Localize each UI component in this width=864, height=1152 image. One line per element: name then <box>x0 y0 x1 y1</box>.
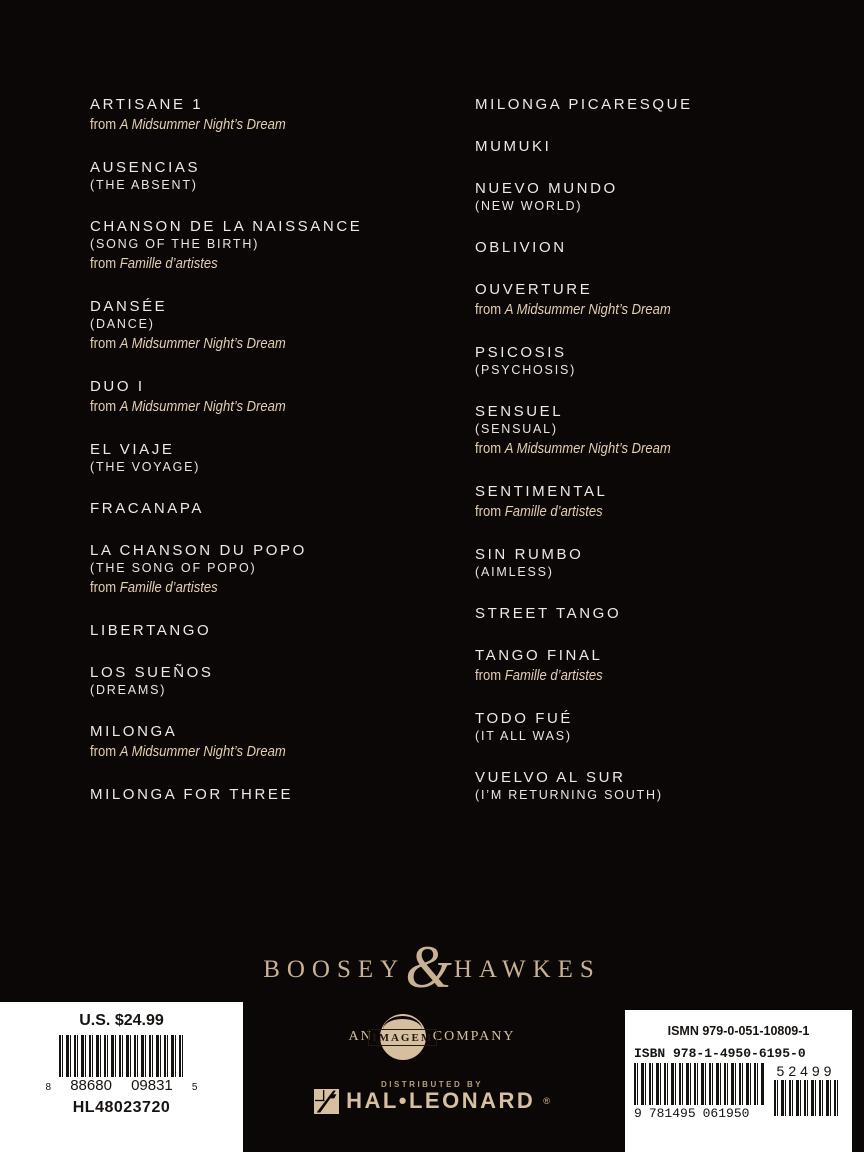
imagem-name-text: IMAGEM <box>368 1029 437 1046</box>
track-source-line <box>90 255 425 273</box>
track-title: LIBERTANGO <box>90 622 212 639</box>
ean-addon-barcode <box>774 1063 838 1116</box>
from-label: from <box>475 667 502 684</box>
price-barcode-panel <box>0 1002 243 1152</box>
track-source-line <box>90 743 425 761</box>
track-source-line <box>475 301 813 319</box>
track-title: PSICOSIS <box>475 344 567 361</box>
track-subtitle: (THE VOYAGE) <box>90 460 201 474</box>
boosey-hawkes-logo: BOOSEY & HAWKES <box>263 934 601 1000</box>
track-source-line <box>475 440 813 458</box>
source-work-title: A Midsummer Night’s Dream <box>119 743 286 760</box>
upc-barcode <box>46 1035 198 1094</box>
track-item <box>475 769 864 803</box>
hal-leonard-text: HAL•LEONARD <box>346 1088 536 1113</box>
track-title: NUEVO MUNDO <box>475 180 618 197</box>
tracklist <box>90 96 864 828</box>
track-item <box>475 281 864 319</box>
source-work-title: A Midsummer Night’s Dream <box>504 440 671 457</box>
track-item <box>90 622 475 639</box>
track-subtitle: (SONG OF THE BIRTH) <box>90 237 260 251</box>
track-item <box>90 542 475 597</box>
from-label: from <box>90 579 117 596</box>
track-item <box>90 441 475 475</box>
upc-group1: 88680 <box>70 1077 112 1094</box>
track-subtitle: (NEW WORLD) <box>475 199 583 213</box>
upc-group2: 09831 <box>131 1077 173 1094</box>
tracklist-column-right <box>475 96 864 828</box>
track-item <box>90 723 475 761</box>
source-work-title: A Midsummer Night’s Dream <box>119 335 286 352</box>
track-item <box>90 664 475 698</box>
track-subtitle: (DREAMS) <box>90 683 167 697</box>
ean-group1: 781495 <box>648 1106 696 1121</box>
ean-barcode <box>634 1063 765 1121</box>
track-title: TODO FUÉ <box>475 710 574 727</box>
isbn-label: ISBN 978-1-4950-6195-0 <box>634 1046 806 1061</box>
from-label: from <box>90 116 117 133</box>
from-label: from <box>475 301 502 318</box>
upc-check-digit: 5 <box>191 1082 198 1093</box>
from-label: from <box>475 440 502 457</box>
ean-addon-price-code: 52499 <box>776 1063 836 1079</box>
from-label: from <box>475 503 502 520</box>
source-work-title: A Midsummer Night’s Dream <box>119 116 286 133</box>
upc-lead-digit: 8 <box>45 1082 52 1093</box>
track-item <box>475 138 864 155</box>
source-work-title: A Midsummer Night’s Dream <box>504 301 671 318</box>
ean-digits <box>634 1106 765 1121</box>
track-source-line <box>90 116 425 134</box>
track-item <box>475 546 864 580</box>
track-title: MUMUKI <box>475 138 552 155</box>
track-item <box>475 96 864 113</box>
registered-trademark-icon: ® <box>543 1096 550 1106</box>
track-title: DUO I <box>90 378 145 395</box>
track-title: OUVERTURE <box>475 281 593 298</box>
from-label: from <box>90 743 117 760</box>
source-work-title: Famille d’artistes <box>504 667 603 684</box>
from-label: from <box>90 255 117 272</box>
track-subtitle: (SENSUAL) <box>475 422 558 436</box>
imagem-company-text: COMPANY <box>432 1029 516 1044</box>
source-work-title: Famille d’artistes <box>119 579 218 596</box>
track-item <box>90 298 475 353</box>
track-title: DANSÉE <box>90 298 168 315</box>
hal-leonard-mark-icon <box>314 1089 339 1114</box>
ean-barcode-row <box>634 1063 852 1121</box>
ismn-label: ISMN 979-0-051-10809-1 <box>667 1024 810 1038</box>
track-item <box>475 483 864 521</box>
track-item <box>475 239 864 256</box>
track-item <box>475 180 864 214</box>
track-title: TANGO FINAL <box>475 647 603 664</box>
source-work-title: Famille d’artistes <box>119 255 218 272</box>
track-title: SIN RUMBO <box>475 546 584 563</box>
track-item <box>475 403 864 458</box>
track-source-line <box>90 335 425 353</box>
track-subtitle: (DANCE) <box>90 317 155 331</box>
track-title: LOS SUEÑOS <box>90 664 214 681</box>
tracklist-column-left <box>90 96 475 828</box>
upc-digits <box>46 1077 198 1094</box>
track-subtitle: (THE SONG OF POPO) <box>90 561 257 575</box>
isbn-barcode-panel <box>625 1010 852 1152</box>
track-title: CHANSON DE LA NAISSANCE <box>90 218 363 235</box>
track-source-line <box>90 398 425 416</box>
from-label: from <box>90 335 117 352</box>
track-item <box>90 218 475 273</box>
track-title: SENSUEL <box>475 403 564 420</box>
track-subtitle: (PSYCHOSIS) <box>475 363 577 377</box>
track-title: ARTISANE 1 <box>90 96 204 113</box>
track-item <box>475 344 864 378</box>
ean-bars-icon <box>634 1063 765 1105</box>
track-item <box>475 710 864 744</box>
source-work-title: Famille d’artistes <box>504 503 603 520</box>
track-item <box>90 378 475 416</box>
imagem-circle-icon <box>372 1014 434 1060</box>
track-item <box>475 647 864 685</box>
track-source-line <box>475 503 813 521</box>
upc-bars-icon <box>59 1035 185 1077</box>
track-source-line <box>90 579 425 597</box>
track-title: MILONGA <box>90 723 178 740</box>
ean-group2: 061950 <box>702 1106 750 1121</box>
track-title: LA CHANSON DU POPO <box>90 542 307 559</box>
track-title: VUELVO AL SUR <box>475 769 626 786</box>
ean-addon-bars-icon <box>774 1080 838 1116</box>
track-subtitle: (THE ABSENT) <box>90 178 198 192</box>
track-item <box>90 786 475 803</box>
ean-lead-digit: 9 <box>634 1106 642 1121</box>
price-label: U.S. $24.99 <box>79 1012 164 1029</box>
track-title: STREET TANGO <box>475 605 622 622</box>
track-title: SENTIMENTAL <box>475 483 608 500</box>
distributed-by-label: DISTRIBUTED BY <box>380 1080 484 1089</box>
boosey-text: BOOSEY <box>263 956 406 983</box>
hawkes-text: HAWKES <box>453 956 601 983</box>
track-source-line <box>475 667 813 685</box>
track-title: EL VIAJE <box>90 441 175 458</box>
track-subtitle: (AIMLESS) <box>475 565 554 579</box>
source-work-title: A Midsummer Night’s Dream <box>119 398 286 415</box>
from-label: from <box>90 398 117 415</box>
track-item <box>475 605 864 622</box>
track-item <box>90 159 475 193</box>
catalog-number: HL48023720 <box>72 1099 171 1116</box>
imagem-an-text: AN <box>348 1029 373 1044</box>
track-title: MILONGA PICARESQUE <box>475 96 693 113</box>
track-title: FRACANAPA <box>90 500 204 517</box>
track-subtitle: (I’M RETURNING SOUTH) <box>475 788 663 802</box>
track-title: MILONGA FOR THREE <box>90 786 294 803</box>
track-item <box>90 96 475 134</box>
track-item <box>90 500 475 517</box>
track-subtitle: (IT ALL WAS) <box>475 729 572 743</box>
track-title: AUSENCIAS <box>90 159 201 176</box>
track-title: OBLIVION <box>475 239 567 256</box>
